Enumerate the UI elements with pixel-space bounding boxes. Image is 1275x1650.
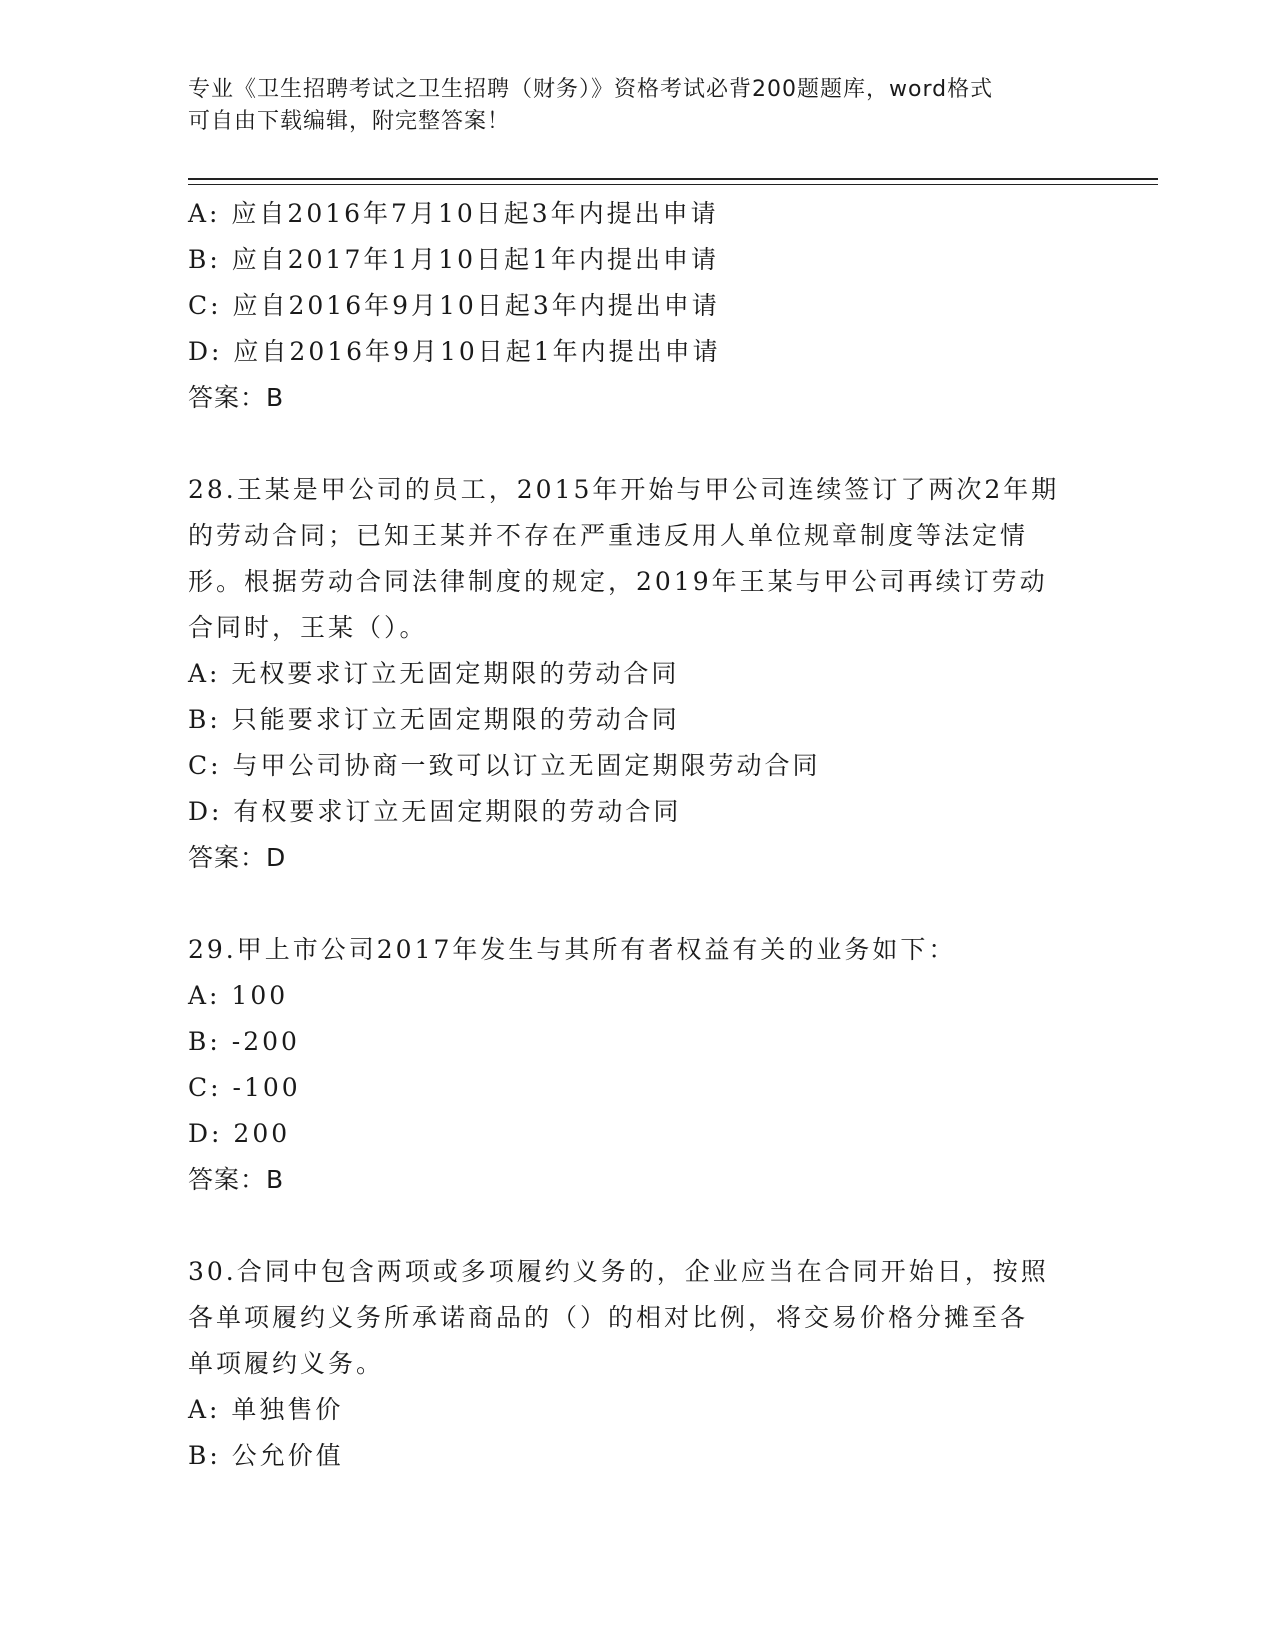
answer: 答案：D (188, 843, 287, 872)
option-b: B: 只能要求订立无固定期限的劳动合同 (188, 705, 680, 734)
question-stem-line: 形。根据劳动合同法律制度的规定，2019年王某与甲公司再续订劳动 (188, 567, 1048, 596)
option-c: C: 应自2016年9月10日起3年内提出申请 (188, 291, 720, 320)
option-b: B: -200 (188, 1027, 300, 1056)
spacer (188, 1203, 1088, 1249)
question-30 (188, 1249, 1088, 1479)
question-stem-line: 28.王某是甲公司的员工，2015年开始与甲公司连续签订了两次2年期 (188, 475, 1060, 504)
header-divider-thick (188, 178, 1158, 180)
question-stem-line: 合同时，王某（）。 (188, 613, 428, 642)
option-c: C: -100 (188, 1073, 301, 1102)
spacer (188, 421, 1088, 467)
answer: 答案：B (188, 383, 285, 412)
option-d: D: 200 (188, 1119, 291, 1148)
option-d: D: 应自2016年9月10日起1年内提出申请 (188, 337, 721, 366)
option-a: A: 单独售价 (188, 1395, 344, 1424)
question-28 (188, 467, 1088, 881)
question-stem-line: 单项履约义务。 (188, 1349, 385, 1378)
header-line-1: 专业《卫生招聘考试之卫生招聘（财务）》资格考试必背200题题库，word格式 (188, 77, 994, 102)
question-stem-line: 的劳动合同；已知王某并不存在严重违反用人单位规章制度等法定情 (188, 521, 1029, 550)
question-29 (188, 927, 1088, 1203)
question-27 (188, 191, 1088, 421)
answer: 答案：B (188, 1165, 285, 1194)
option-d: D: 有权要求订立无固定期限的劳动合同 (188, 797, 682, 826)
header-divider-thin (188, 184, 1158, 185)
option-b: B: 应自2017年1月10日起1年内提出申请 (188, 245, 719, 274)
question-stem-line: 30.合同中包含两项或多项履约义务的，企业应当在合同开始日，按照 (188, 1257, 1049, 1286)
question-stem-line: 29.甲上市公司2017年发生与其所有者权益有关的业务如下： (188, 935, 957, 964)
question-list (188, 191, 1088, 1479)
option-a: A: 无权要求订立无固定期限的劳动合同 (188, 659, 680, 688)
option-c: C: 与甲公司协商一致可以订立无固定期限劳动合同 (188, 751, 821, 780)
header-line-2: 可自由下载编辑，附完整答案！ (188, 109, 511, 134)
option-b: B: 公允价值 (188, 1441, 344, 1470)
question-stem-line: 各单项履约义务所承诺商品的（）的相对比例，将交易价格分摊至各 (188, 1303, 1029, 1332)
option-a: A: 应自2016年7月10日起3年内提出申请 (188, 199, 719, 228)
document-header (188, 74, 1088, 138)
option-a: A: 100 (188, 981, 289, 1010)
spacer (188, 881, 1088, 927)
